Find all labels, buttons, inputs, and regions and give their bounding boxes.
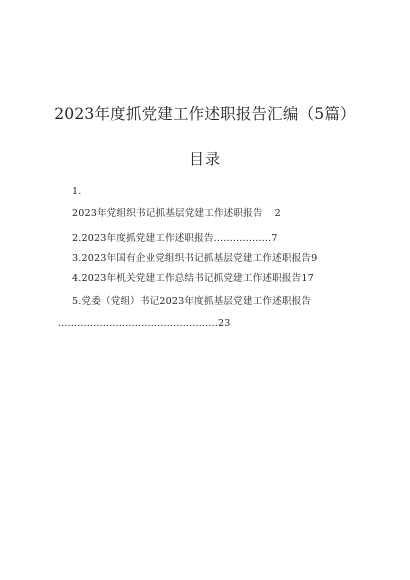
toc-item-1-title: 2023年党组织书记抓基层党建工作述职报告 (72, 208, 263, 219)
toc-item-5-page: 23 (217, 318, 231, 329)
toc-item-2-title: 2023年度抓党建工作述职报告 (81, 233, 214, 244)
toc-item-5-leader: .................................................. (58, 318, 218, 329)
toc-item-5-title: 党委（党组）书记2023年度抓基层党建工作述职报告 (81, 296, 312, 307)
toc-item-3-page: 9 (311, 253, 318, 264)
toc-item-3-number: 3. (72, 253, 82, 264)
toc-item-2-leader: .................. (213, 233, 272, 244)
toc-item-4 (72, 273, 314, 285)
toc-item-5-number: 5. (72, 296, 82, 307)
toc-item-2-page: 7 (271, 233, 278, 244)
toc-item-5-continuation (58, 318, 231, 330)
document-title: 2023年度抓党建工作述职报告汇编（5篇） (54, 105, 356, 123)
toc-heading: 目录 (188, 150, 221, 168)
toc-item-1-page: 2 (274, 208, 281, 219)
toc-item-3 (72, 253, 317, 265)
toc-item-1-number: 1. (72, 186, 82, 197)
toc-item-4-page: 17 (301, 273, 314, 284)
toc-item-4-number: 4. (72, 273, 82, 284)
toc-item-2 (72, 233, 278, 245)
toc-item-4-title: 2023年机关党建工作总结书记抓党建工作述职报告 (81, 273, 302, 284)
toc-item-3-title: 2023年国有企业党组织书记抓基层党建工作述职报告 (81, 253, 312, 264)
toc-item-2-number: 2. (72, 233, 82, 244)
toc-item-1 (72, 208, 281, 220)
toc-item-5 (72, 296, 311, 308)
